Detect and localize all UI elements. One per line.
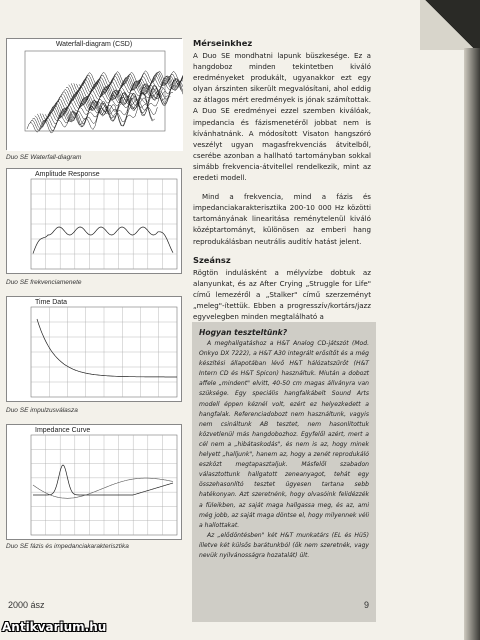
impedance-chart xyxy=(7,425,183,541)
impedance-figure xyxy=(6,424,182,540)
amplitude-chart xyxy=(7,169,183,275)
info-box-paragraph: Az „elődöntésben" két H&T munkatárs (EL és Hü5) illetve két külsős barátunkból (ők nem szeretnék, vagy nevük nyilvánosságra hozatalát) ült. xyxy=(199,531,369,559)
amplitude-figure xyxy=(6,168,182,274)
info-box-paragraph: A meghallgatáshoz a H&T Analog CD-játszót (Mod. Onkyo DX 7222), a H&T A30 integrált erősítőt és a még készítési állapotában lévő H&T hálózatszűrőt (H&T Intern CD és H&T Spicon) használtuk. Miután a dobozt affele „mindent" elvitt, 40-50 cm magas állványra van szüksége. Egy speciális hangfalkábelt Sound Arts modell éppen kéznél volt, ezért ez helyezkedett a hangfalak. Referenciadobozt nem használtunk, vagyis nem csináltunk AB tesztet, nem hasonlítottuk közvetlenül más hangdobozhoz. Egyfelől azért, mert a cél nem a „hibátaskodás", és nem is az, hogy minek helyett „halljunk", hanem az, hogy a zenét reprodukáló eszközt megtapasztaljuk. Másfelől szabadon választottunk hallgatott zeneanyagot, tehát egy összehasonlító tesztet ügyesen tartana sebb hatékonyan. Azt szeretnénk, hogy olvasóink felidézzék a füleikben, az saját maga hallgassa meg, és az, ami még jobb, az saját maga döntse el, hogy milyennek véli a hallottakat. xyxy=(199,340,369,529)
waterfall-diagram xyxy=(7,39,183,151)
time-title: Time Data xyxy=(35,299,68,306)
article-paragraph: A Duo SE mondhatni lapunk büszkesége. Ez a hangdoboz minden tekintetben kiváló eredményeket produkált, ugyanakkor ezt egy olyan árszinten sikerült megvalósítani, ahol eddig az átlagos mért eredmények is jónak számítottak. A Duo SE eredményei ezzel szemben kiválóak, impedancia és fázismenetéről jobbat nem is kívánhatnánk. A módosított Visaton hangszóró veszélyt ugyan magasfrekvenciás átvitelből, cserébe azonban a hallható tartományban sokkal simább frekvencia-átvitellel rendelkezik, mint az eredeti modell. xyxy=(193,51,371,183)
info-box xyxy=(192,322,376,622)
time-figure xyxy=(6,296,182,402)
amplitude-caption: Duo SE frekvenciamenete xyxy=(6,279,82,286)
article-paragraph: Mind a frekvencia, mind a fázis és impedanciakarakterisztika 200-10 000 Hz közötti tartományának linearitása reménytelenül kiváló középtartományt, különösen az emberi hang reprodukálásban neutrális auditív hatást jelent. xyxy=(193,192,371,246)
info-box-heading: Hogyan teszteltünk? xyxy=(199,328,288,337)
article-paragraph: Rögtön indulásként a mélyvízbe dobtuk az alanyunkat, és az After Crying „Struggle for Life" című lemezéről a „Stalker" című szerzeményt „meleg"-ítettük. Ebben a progresszív/kortárs/jazz egyvelegben minden megtalálható a xyxy=(193,267,371,321)
watermark: Antikvarium.hu xyxy=(2,620,107,634)
section-heading: Mérseinkhez xyxy=(193,38,253,48)
amplitude-title: Amplitude Response xyxy=(35,171,100,178)
impedance-caption: Duo SE fázis és impedanciakarakterisztika xyxy=(6,543,129,550)
article-column xyxy=(193,38,371,330)
footer-issue: 2000 ász xyxy=(8,600,45,610)
impedance-title: Impedance Curve xyxy=(35,427,91,434)
waterfall-caption: Duo SE Waterfall-diagram xyxy=(6,154,82,161)
page-number: 9 xyxy=(364,600,370,610)
waterfall-title: Waterfall-diagram (CSD) xyxy=(55,41,133,48)
section-heading: Szeánsz xyxy=(193,254,231,265)
time-chart xyxy=(7,297,183,403)
time-caption: Duo SE impulzusválasza xyxy=(6,407,78,414)
page-edge xyxy=(464,48,480,640)
waterfall-figure xyxy=(6,38,182,150)
page-curl xyxy=(420,0,480,50)
